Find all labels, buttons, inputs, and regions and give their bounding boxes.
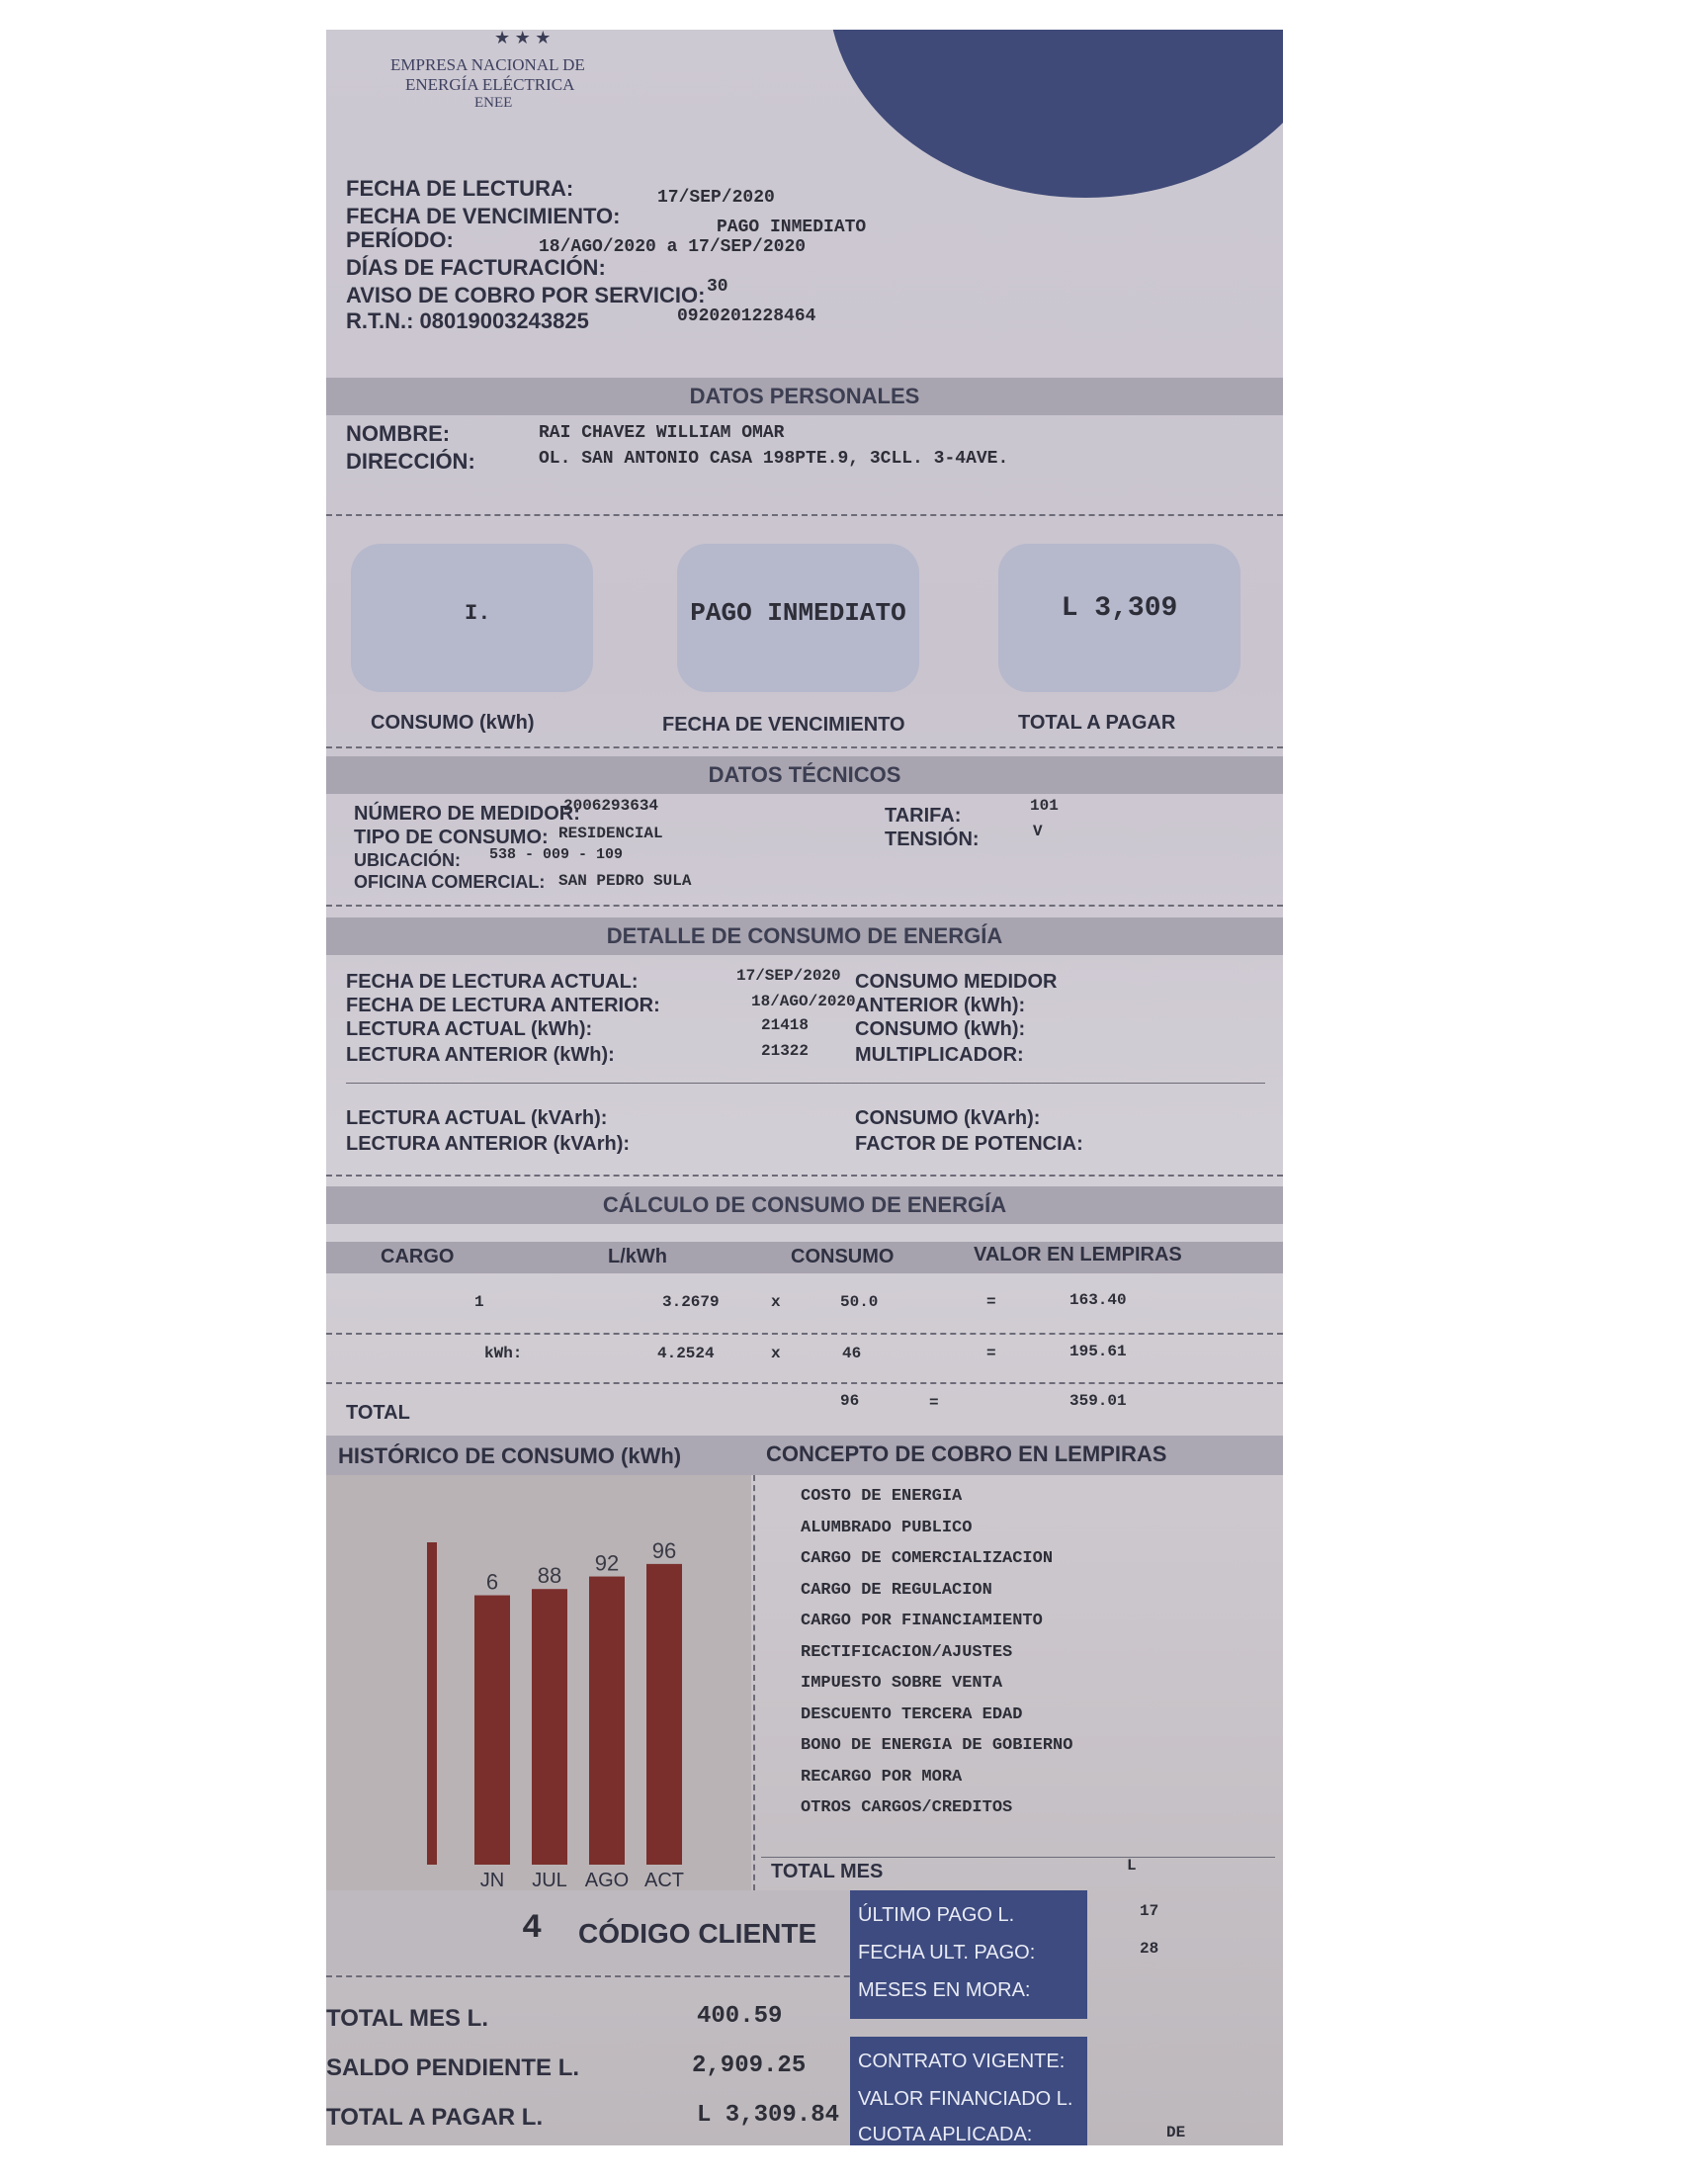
contrato-vigente-label: CONTRATO VIGENTE: — [858, 2051, 1066, 2072]
row1-valor: 163.40 — [1069, 1291, 1127, 1309]
concepto-item: DESCUENTO TERCERA EDAD — [801, 1704, 1023, 1724]
concepto-total-mes-label: TOTAL MES — [771, 1861, 884, 1882]
divider — [326, 1382, 1283, 1384]
periodo-label: PERÍODO: — [346, 227, 454, 252]
company-name-line2: ENERGÍA ELÉCTRICA — [405, 75, 575, 94]
fecha-vencimiento-value: PAGO INMEDIATO — [717, 218, 867, 237]
calculo-total-valor: 359.01 — [1069, 1392, 1127, 1410]
concepto-item: RECTIFICACION/AJUSTES — [801, 1642, 1013, 1662]
divider — [326, 905, 1283, 907]
ultimo-pago-value: 17 — [1140, 1902, 1159, 1920]
consumo-label: CONSUMO (kWh) — [371, 712, 535, 734]
calculo-consumo-band — [326, 1186, 1283, 1224]
datos-tecnicos-band — [326, 756, 1283, 794]
concepto-divider — [753, 1475, 755, 1890]
ultimo-pago-label: ÚLTIMO PAGO L. — [858, 1904, 1015, 1926]
tarifa-label: TARIFA: — [885, 805, 962, 827]
row2-eq: = — [986, 1345, 996, 1362]
cliente-code: 4 — [522, 1910, 543, 1948]
saldo-pendiente-label: SALDO PENDIENTE L. — [326, 2054, 580, 2081]
company-stars: ★ ★ ★ — [494, 30, 552, 47]
col-lkwh: L/kWh — [608, 1246, 667, 1267]
dias-facturacion-value: 30 — [707, 277, 728, 297]
lectura-anterior-value: 21322 — [761, 1042, 810, 1060]
datos-personales-band — [326, 378, 1283, 415]
calculo-consumo-title: CÁLCULO DE CONSUMO DE ENERGÍA — [602, 1192, 1007, 1217]
col-consumo: CONSUMO — [791, 1246, 895, 1267]
consumo-kwh-label: CONSUMO (kWh): — [855, 1018, 1026, 1040]
direccion-value: OL. SAN ANTONIO CASA 198PTE.9, 3CLL. 3-4AVE. — [539, 449, 1009, 469]
category-label: JN — [479, 1870, 505, 1890]
consumo-medidor-label: CONSUMO MEDIDOR — [855, 971, 1058, 993]
nombre-value: RAI CHAVEZ WILLIAM OMAR — [539, 423, 785, 443]
tarifa-value: 101 — [1030, 797, 1059, 815]
lectura-actual-label: LECTURA ACTUAL (kWh): — [346, 1018, 593, 1040]
concepto-title: CONCEPTO DE COBRO EN LEMPIRAS — [766, 1441, 1167, 1466]
bar-value-label: 88 — [537, 1563, 562, 1589]
bar-jn — [474, 1596, 510, 1865]
row1-x: x — [771, 1293, 781, 1311]
concepto-item: OTROS CARGOS/CREDITOS — [801, 1798, 1013, 1817]
aviso-cobro-label: AVISO DE COBRO POR SERVICIO: — [346, 283, 706, 307]
bar-value-label: 6 — [485, 1569, 499, 1595]
fecha-vencimiento-label: FECHA DE VENCIMIENTO: — [346, 204, 621, 228]
concepto-item: ALUMBRADO PUBLICO — [801, 1518, 973, 1537]
pagos-box-bottom — [850, 2037, 1087, 2145]
total-pagar-value: L 3,309.84 — [697, 2102, 840, 2129]
tipo-consumo-label: TIPO DE CONSUMO: — [354, 827, 549, 848]
tension-label: TENSIÓN: — [885, 829, 980, 850]
category-label: AGO — [584, 1870, 630, 1890]
total-value: L 3,309 — [1061, 593, 1178, 624]
col-cargo: CARGO — [381, 1246, 455, 1267]
divider — [326, 746, 1283, 748]
concepto-total-mes-value: L — [1127, 1857, 1137, 1875]
category-label: JUL — [532, 1870, 567, 1890]
factor-potencia-label: FACTOR DE POTENCIA: — [855, 1133, 1083, 1155]
oficina-value: SAN PEDRO SULA — [558, 872, 692, 890]
rtn: R.T.N.: 08019003243825 — [346, 308, 589, 333]
row1-eq: = — [986, 1293, 996, 1311]
concepto-item: CARGO DE REGULACION — [801, 1580, 992, 1600]
direccion-label: DIRECCIÓN: — [346, 449, 475, 474]
concepto-item: COSTO DE ENERGIA — [801, 1487, 963, 1506]
row2-valor: 195.61 — [1069, 1343, 1127, 1360]
divider — [326, 514, 1283, 516]
dias-facturacion-label: DÍAS DE FACTURACIÓN: — [346, 255, 606, 280]
row2-consumo: 46 — [842, 1345, 862, 1362]
lectura-anterior-label: LECTURA ANTERIOR (kWh): — [346, 1044, 615, 1066]
concepto-item: IMPUESTO SOBRE VENTA — [801, 1674, 1003, 1693]
vencimiento-value: PAGO INMEDIATO — [690, 598, 906, 628]
meses-mora-label: MESES EN MORA: — [858, 1979, 1031, 2001]
consumo-anterior-label: ANTERIOR (kWh): — [855, 995, 1026, 1016]
multiplicador-label: MULTIPLICADOR: — [855, 1044, 1024, 1066]
company-name-line3: ENEE — [474, 95, 513, 111]
concepto-item: RECARGO POR MORA — [801, 1767, 963, 1787]
detalle-consumo-title: DETALLE DE CONSUMO DE ENERGÍA — [606, 923, 1003, 948]
calculo-total-label: TOTAL — [346, 1402, 410, 1424]
total-label: TOTAL A PAGAR — [1018, 712, 1176, 734]
lectura-actual-kvarh-label: LECTURA ACTUAL (kVArh): — [346, 1107, 608, 1129]
company-name-line1: EMPRESA NACIONAL DE — [390, 55, 585, 74]
datos-personales-title: DATOS PERSONALES — [689, 384, 920, 408]
historico-title: HISTÓRICO DE CONSUMO (kWh) — [338, 1443, 682, 1468]
bar-jul — [532, 1589, 567, 1865]
concepto-separator — [761, 1857, 1275, 1858]
total-mes-value: 400.59 — [697, 2003, 783, 2030]
oficina-label: OFICINA COMERCIAL: — [354, 872, 546, 892]
row2-x: x — [771, 1345, 781, 1362]
bar-value-label: 96 — [651, 1537, 677, 1563]
fecha-lectura-value: 17/SEP/2020 — [657, 188, 775, 208]
fecha-lectura-anterior-label: FECHA DE LECTURA ANTERIOR: — [346, 995, 660, 1016]
medidor-value: 2006293634 — [563, 797, 659, 815]
periodo-value: 18/AGO/2020 a 17/SEP/2020 — [539, 237, 807, 257]
row2-rate: 4.2524 — [657, 1345, 715, 1362]
ubicacion-value: 538 - 009 - 109 — [489, 846, 624, 863]
tipo-consumo-value: RESIDENCIAL — [558, 825, 663, 842]
category-label: ACT — [644, 1870, 684, 1890]
divider — [326, 1175, 1283, 1177]
row1-rate: 3.2679 — [662, 1293, 720, 1311]
aviso-cobro-value: 0920201228464 — [677, 306, 816, 326]
row1-cargo: 1 — [474, 1293, 484, 1311]
fecha-lectura-actual-value: 17/SEP/2020 — [736, 967, 841, 985]
energy-bill — [326, 30, 1283, 2145]
datos-tecnicos-title: DATOS TÉCNICOS — [708, 762, 901, 787]
lectura-anterior-kvarh-label: LECTURA ANTERIOR (kVArh): — [346, 1133, 631, 1155]
historico-chart — [425, 1503, 741, 1890]
concepto-list — [801, 1481, 1236, 1824]
fecha-lectura-actual-label: FECHA DE LECTURA ACTUAL: — [346, 971, 639, 993]
saldo-pendiente-value: 2,909.25 — [692, 2052, 807, 2079]
fecha-ult-pago-label: FECHA ULT. PAGO: — [858, 1942, 1036, 1964]
fecha-lectura-label: FECHA DE LECTURA: — [346, 176, 574, 201]
bar-value-label: 92 — [594, 1550, 620, 1576]
col-valor: VALOR EN LEMPIRAS — [974, 1244, 1182, 1266]
calculo-total-consumo: 96 — [840, 1392, 860, 1410]
medidor-label: NÚMERO DE MEDIDOR: — [354, 803, 580, 825]
valor-financiado-label: VALOR FINANCIADO L. — [858, 2088, 1073, 2110]
cuota-aplicada-label: CUOTA APLICADA: — [858, 2124, 1033, 2145]
bar-act — [646, 1564, 682, 1865]
concepto-item: CARGO POR FINANCIAMIENTO — [801, 1612, 1043, 1630]
partial-bar — [427, 1542, 437, 1865]
divider — [326, 1333, 1283, 1335]
row2-cargo: kWh: — [484, 1345, 523, 1362]
calculo-total-eq: = — [929, 1394, 939, 1412]
consumo-kvarh-label: CONSUMO (kVArh): — [855, 1107, 1041, 1129]
pagos-box-top — [850, 1890, 1087, 2019]
totals-divider — [326, 1975, 880, 1977]
row1-consumo: 50.0 — [840, 1293, 879, 1311]
total-pagar-label: TOTAL A PAGAR L. — [326, 2104, 544, 2131]
lectura-actual-value: 21418 — [761, 1016, 810, 1034]
nombre-label: NOMBRE: — [346, 421, 451, 446]
fecha-ult-pago-value: 28 — [1140, 1940, 1159, 1958]
fecha-lectura-anterior-value: 18/AGO/2020 — [751, 993, 856, 1010]
separator-line — [346, 1083, 1265, 1084]
ubicacion-label: UBICACIÓN: — [354, 850, 461, 870]
tension-value: V — [1033, 823, 1043, 840]
detalle-consumo-band — [326, 917, 1283, 955]
cuota-aplicada-value: DE — [1166, 2124, 1186, 2141]
consumo-value: I. — [465, 601, 491, 626]
header-curve-decoration — [828, 30, 1283, 198]
vencimiento-label: FECHA DE VENCIMIENTO — [662, 714, 905, 736]
cliente-label: CÓDIGO CLIENTE — [578, 1918, 817, 1949]
bar-ago — [589, 1577, 625, 1865]
total-mes-label: TOTAL MES L. — [326, 2005, 489, 2032]
concepto-item: BONO DE ENERGIA DE GOBIERNO — [801, 1736, 1073, 1755]
concepto-item: CARGO DE COMERCIALIZACION — [801, 1549, 1054, 1568]
